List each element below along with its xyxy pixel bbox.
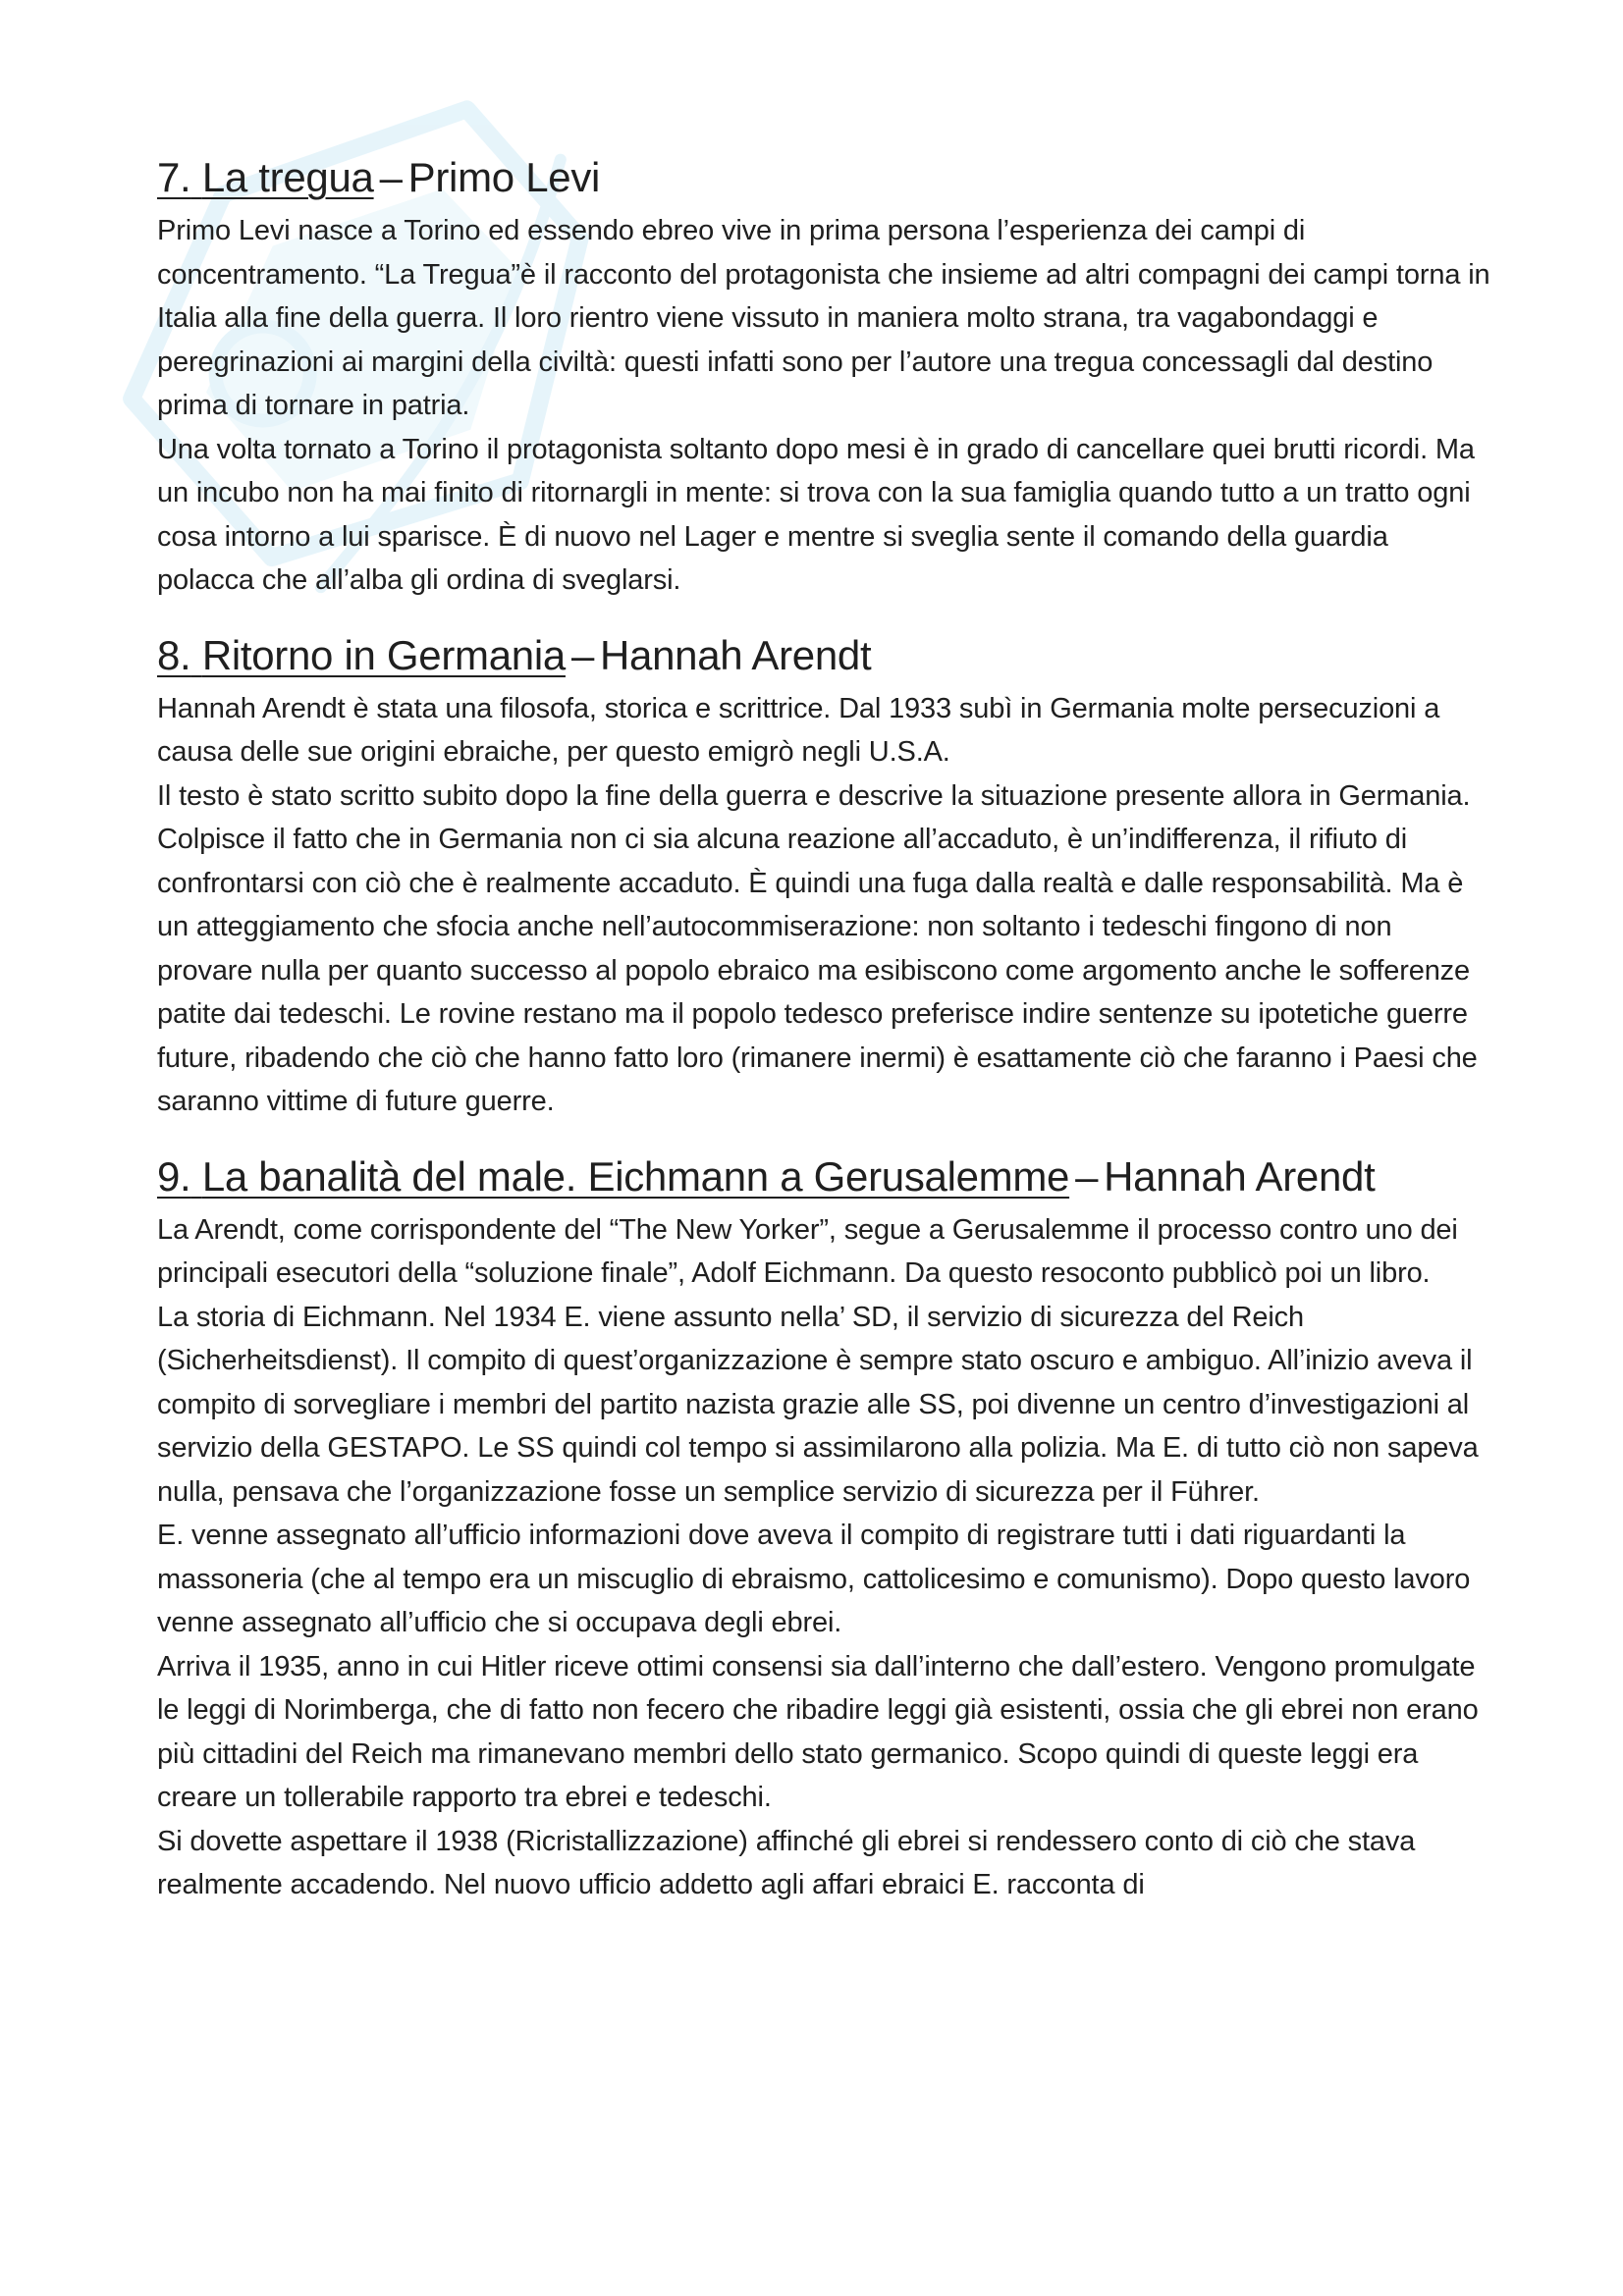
section-title (157, 1153, 1069, 1200)
document-page (157, 152, 1492, 1907)
section-title-text: Ritorno in Germania (201, 631, 566, 678)
section-number: 9. (157, 1152, 191, 1200)
paragraph: Il testo è stato scritto subito dopo la fine della guerra e descrive la situazione presente allora in Germania. Colpisce il fatto che in Germania non ci sia alcuna reazione all’accaduto, è un’indifferenza, il rifiuto di confrontarsi con ciò che è realmente accaduto. È quindi una fuga dalla realtà e dalle responsabilità. Ma è un atteggiamento che sfocia anche nell’autocommiserazione: non soltanto i tedeschi fingono di non provare nulla per quanto successo al popolo ebraico ma esibiscono come argomento anche le sofferenze patite dai tedeschi. Le rovine restano ma il popolo tedesco preferisce indire sentenze su ipotetiche guerre future, ribadendo che ciò che hanno fatto loro (rimanere inermi) è esattamente ciò che faranno i Paesi che saranno vittime di future guerre. (157, 779, 1478, 1117)
section-banalita-del-male (157, 1151, 1492, 1907)
paragraph: La Arendt, come corrispondente del “The New Yorker”, segue a Gerusalemme il processo contro uno dei principali esecutori della “soluzione finale”, Adolf Eichmann. Da questo resoconto pubblicò poi un libro. (157, 1213, 1458, 1289)
section-ritorno-in-germania (157, 630, 1492, 1124)
section-author: Primo Levi (407, 154, 601, 200)
title-dash: – (1075, 1152, 1099, 1200)
paragraph: La storia di Eichmann. Nel 1934 E. viene assunto nella’ SD, il servizio di sicurezza del Reich (Sicherheitsdienst). Il compito di quest’organizzazione è sempre stato oscuro e ambiguo. All’inizio aveva il compito di sorvegliare i membri del partito nazista grazie alle SS, poi divenne un centro d’investigazioni al servizio della GESTAPO. Le SS quindi col tempo si assimilarono alla polizia. Ma E. di tutto ciò non sapeva nulla, pensava che l’organizzazione fosse un semplice servizio di sicurezza per il Führer. (157, 1301, 1479, 1508)
title-dash: – (570, 631, 595, 678)
section-title (157, 154, 374, 200)
section-number: 8. (157, 631, 191, 678)
section-title-text: La tregua (201, 154, 374, 200)
section-heading (157, 1151, 1492, 1202)
section-author: Hannah Arendt (1104, 1152, 1376, 1200)
paragraph: Una volta tornato a Torino il protagonista soltanto dopo mesi è in grado di cancellare quei brutti ricordi. Ma un incubo non ha mai finito di ritornargli in mente: si trova con la sua famiglia quando tutto a un tratto ogni cosa intorno a lui sparisce. È di nuovo nel Lager e mentre si sveglia sente il comando della guardia polacca che all’alba gli ordina di sveglarsi. (157, 433, 1475, 596)
section-number: 7. (157, 154, 191, 200)
title-dash: – (379, 154, 403, 200)
section-author: Hannah Arendt (600, 631, 872, 678)
paragraph: E. venne assegnato all’ufficio informazioni dove aveva il compito di registrare tutti i dati riguardanti la massoneria (che al tempo era un miscuglio di ebraismo, cattolicesimo e comunismo). Dopo questo lavoro venne assegnato all’ufficio che si occupava degli ebrei. (157, 1520, 1471, 1638)
paragraph: Primo Levi nasce a Torino ed essendo ebreo vive in prima persona l’esperienza dei campi di concentramento. “La Tregua”è il racconto del protagonista che insieme ad altri compagni dei campi torna in Italia alla fine della guerra. Il loro rientro viene vissuto in maniera molto strana, tra vagabondaggi e peregrinazioni ai margini della civiltà: questi infatti sono per l’autore una tregua concessagli dal destino prima di tornare in patria. (157, 215, 1490, 421)
section-heading (157, 152, 1492, 203)
section-title (157, 632, 566, 678)
paragraph: Hannah Arendt è stata una filosofa, storica e scrittrice. Dal 1933 subì in Germania molte persecuzioni a causa delle sue origini ebraiche, per questo emigrò negli U.S.A. (157, 692, 1440, 768)
paragraph: Arriva il 1935, anno in cui Hitler riceve ottimi consensi sia dall’interno che dall’estero. Vengono promulgate le leggi di Norimberga, che di fatto non fecero che ribadire leggi già esistenti, ossia che gli ebrei non erano più cittadini del Reich ma rimanevano membri dello stato germanico. Scopo quindi di queste leggi era creare un tollerabile rapporto tra ebrei e tedeschi. (157, 1650, 1479, 1813)
paragraph: Si dovette aspettare il 1938 (Ricristallizzazione) affinché gli ebrei si rendessero conto di ciò che stava realmente accadendo. Nel nuovo ufficio addetto agli affari ebraici E. racconta di (157, 1825, 1416, 1900)
section-la-tregua (157, 152, 1492, 603)
section-heading (157, 630, 1492, 681)
section-title-text: La banalità del male. Eichmann a Gerusalemme (201, 1152, 1070, 1200)
